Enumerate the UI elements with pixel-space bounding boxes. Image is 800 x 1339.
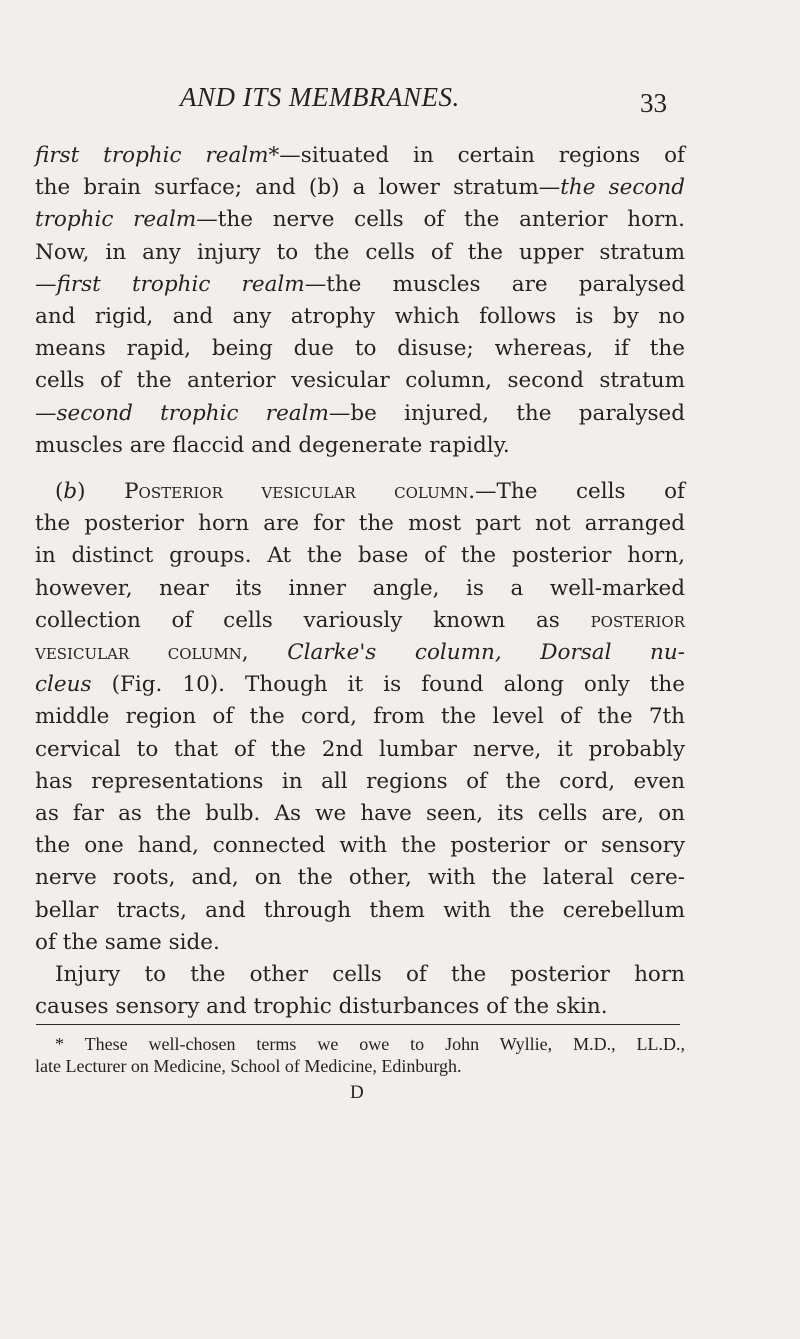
italic-term: first trophic realm: [56, 271, 305, 297]
small-caps-term: posterior: [590, 607, 685, 633]
italic-term: cleus: [35, 672, 92, 698]
italic-term: trophic realm: [35, 207, 197, 233]
italic-term: Clarke's column, Dorsal nu-: [248, 640, 685, 666]
footnote-line: * These well-chosen terms we owe to John Wyllie, M.D., LL.D.,: [55, 1034, 685, 1054]
text-line: cleus (Fig. 10). Though it is found along only the: [35, 672, 685, 698]
text-line: middle region of the cord, from the level of the 7th: [35, 704, 685, 730]
section-heading: Posterior vesicular column.: [124, 479, 476, 505]
text-line: however, near its inner angle, is a well-marked: [35, 575, 685, 601]
paragraph-gap: [35, 462, 685, 476]
text-line: collection of cells variously known as posterior: [35, 607, 685, 633]
small-caps-term: vesicular column,: [35, 640, 249, 666]
italic-term: second trophic realm: [56, 400, 329, 426]
italic-term: the second: [560, 175, 685, 201]
text-line: trophic realm—the nerve cells of the anterior horn.: [35, 207, 685, 233]
signature-mark: D: [350, 1082, 364, 1103]
text-line: [35, 637, 685, 669]
footnote-line: late Lecturer on Medicine, School of Medicine, Edinburgh.: [35, 1056, 462, 1076]
text-line: Now, in any injury to the cells of the upper stratum: [35, 239, 685, 265]
footnote-divider: [36, 1024, 680, 1025]
text-line: first trophic realm*—situated in certain regions of: [35, 143, 685, 168]
text-line: the brain surface; and (b) a lower stratum—the second: [35, 175, 685, 201]
text-line: cells of the anterior vesicular column, second stratum: [35, 368, 685, 394]
text-line: —first trophic realm—the muscles are paralysed: [35, 271, 685, 297]
text-line: and rigid, and any atrophy which follows is by no: [35, 304, 685, 330]
text-line: nerve roots, and, on the other, with the lateral cere-: [35, 865, 685, 891]
text-line: Injury to the other cells of the posterior horn: [55, 962, 685, 988]
text-line: as far as the bulb. As we have seen, its cells are, on: [35, 801, 685, 827]
italic-term: b: [63, 479, 78, 505]
text-line: means rapid, being due to disuse; whereas, if the: [35, 336, 685, 362]
running-head: AND ITS MEMBRANES.: [180, 82, 460, 112]
page-number: 33: [640, 88, 667, 118]
text-line: the posterior horn are for the most part not arranged: [35, 511, 685, 537]
text-line: —second trophic realm—be injured, the paralysed: [35, 400, 685, 426]
text-line: in distinct groups. At the base of the posterior horn,: [35, 543, 685, 569]
italic-term: first trophic realm*: [35, 143, 280, 168]
text-line: bellar tracts, and through them with the cerebellum: [35, 897, 685, 923]
footnote: [35, 1033, 685, 1077]
text-line: muscles are flaccid and degenerate rapidly.: [35, 432, 510, 458]
text-line: (b) Posterior vesicular column.—The cells of: [55, 479, 685, 505]
body-text: [35, 140, 685, 1023]
text-line: the one hand, connected with the posterior or sensory: [35, 833, 685, 859]
text-line: cervical to that of the 2nd lumbar nerve, it probably: [35, 736, 685, 762]
text-line: has representations in all regions of the cord, even: [35, 768, 685, 794]
text-line: of the same side.: [35, 929, 220, 955]
text-line: causes sensory and trophic disturbances of the skin.: [35, 994, 608, 1020]
